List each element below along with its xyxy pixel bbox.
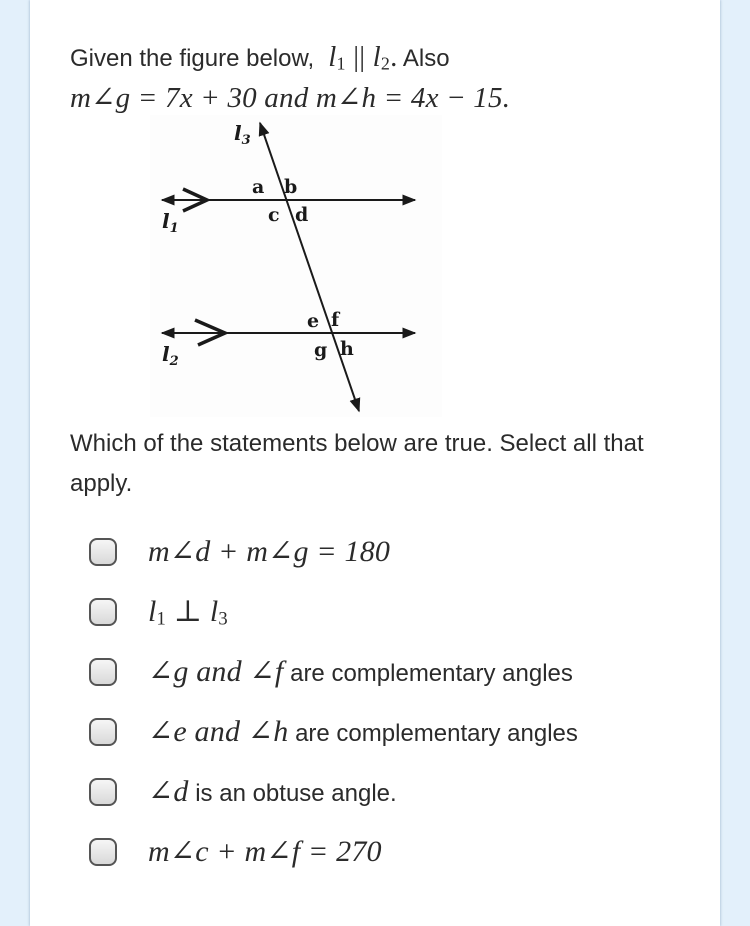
period: . [390,41,398,73]
l1-subscript: 1 [156,608,167,630]
label-l2: $l_2$ [162,342,179,369]
l2-subscript: 2 [380,53,391,74]
checkbox-option-4[interactable] [89,718,117,746]
answer-options [89,532,709,892]
angle-label-h: h [340,338,354,360]
option-4[interactable] [89,712,709,772]
checkbox-option-6[interactable] [89,838,117,866]
angle-label-d: d [295,204,309,226]
parallel-lines-figure [150,115,442,417]
option-4-text: are complementary angles [295,720,578,747]
angle-label-c: c [268,204,280,226]
option-6-math: m∠c + m∠f = 270 [148,835,382,868]
angle-label-f: f [331,309,340,331]
option-3[interactable] [89,652,709,712]
option-6-label [148,832,382,874]
option-2-math [148,595,228,628]
l3-subscript: 3 [218,608,228,630]
question-card [30,0,720,926]
l3-symbol: l [209,595,219,628]
option-3-text: are complementary angles [290,660,573,687]
option-1-math: m∠d + m∠g = 180 [148,535,391,568]
angle-label-b: b [284,176,298,198]
option-5-label [148,772,397,814]
question-instruction: Which of the statements below are true. Select all that apply. [70,430,644,497]
label-l3: $l_3$ [234,121,251,148]
label-l1: $l_1$ [162,209,179,236]
perpendicular-symbol: ⊥ [173,595,203,628]
option-6[interactable] [89,832,709,892]
l1-symbol: l [328,41,337,73]
option-1[interactable] [89,532,709,592]
option-5-math: ∠d [148,775,189,808]
line-l3 [260,123,359,411]
option-3-label [148,652,573,694]
checkbox-option-1[interactable] [89,538,117,566]
option-2[interactable] [89,592,709,652]
angle-label-e: e [307,310,320,332]
prompt-also-text: Also [402,45,450,72]
checkbox-option-5[interactable] [89,778,117,806]
parallel-statement [321,41,398,73]
figure-svg [150,115,442,417]
checkbox-option-3[interactable] [89,658,117,686]
option-4-math: ∠e and ∠h [148,715,289,748]
option-1-label [148,532,390,574]
angle-label-g: g [314,339,328,361]
prompt-intro-text: Given the figure below, [70,45,315,72]
l2-symbol: l [372,41,381,73]
option-2-label [148,592,228,640]
checkbox-option-2[interactable] [89,598,117,626]
l1-subscript: 1 [336,53,346,74]
parallel-symbol: || [353,41,366,73]
option-3-math: ∠g and ∠f [148,655,284,688]
option-5-text: is an obtuse angle. [195,780,397,807]
l1-symbol: l [148,595,157,628]
option-5[interactable] [89,772,709,832]
prompt-line-1 [70,40,690,81]
angle-equations: m∠g = 7x + 30 and m∠h = 4x − 15. [70,81,511,114]
angle-label-a: a [252,176,265,198]
question-prompt [70,40,690,115]
option-4-label [148,712,578,754]
